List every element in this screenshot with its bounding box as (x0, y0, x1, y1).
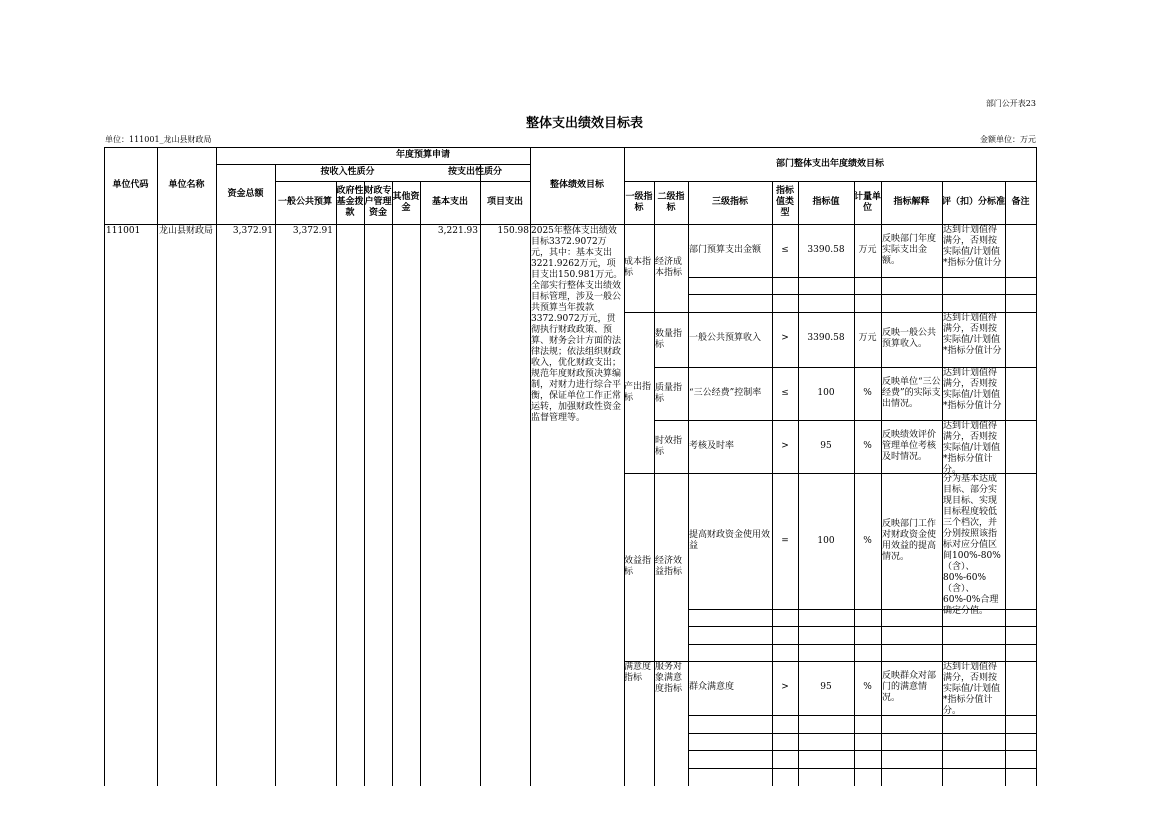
indicator-type: ≤ (781, 245, 789, 255)
grid-line-vertical (392, 181, 393, 786)
header-by-expense: 按支出性质分 (447, 167, 502, 177)
indicator-unit: % (863, 682, 872, 692)
header-value: 指标值 (812, 197, 840, 207)
indicator-scoring: 分为基本达成目标、部分实现目标、实现目标程度较低三个档次，并分别按照该指标对应分值区间100%-80%（含）、80%-60%（含）、60%-0%合理确定分值。 (943, 474, 1001, 616)
indicator-explanation: 反映部门年度实际支出金额。 (882, 234, 937, 266)
header-other-funds: 其他资金 (392, 191, 420, 213)
group-satisfaction: 满意度指标 (624, 662, 652, 683)
indicator-scoring: 达到计划值得满分，否则按实际值/计划值*指标分值计分 (943, 368, 1002, 411)
indicator-unit: 万元 (858, 333, 877, 343)
amount-unit-label: 金额单位：万元 (980, 135, 1036, 144)
form-number: 部门公开表23 (985, 99, 1036, 108)
group-timeliness: 时效指标 (655, 435, 683, 457)
header-remark: 备注 (1011, 197, 1030, 207)
indicator-name: 群众满意度 (689, 682, 735, 692)
cell-total-funds: 3,372.91 (232, 226, 273, 236)
grid-line-vertical (1005, 181, 1006, 786)
group-quality: 质量指标 (655, 382, 683, 404)
grid-line-vertical (275, 164, 276, 786)
header-basic-exp: 基本支出 (431, 197, 468, 207)
indicator-unit: 万元 (858, 245, 877, 255)
grid-line-vertical (1036, 147, 1037, 786)
header-total-funds: 资金总额 (227, 188, 264, 199)
grid-line-vertical (216, 147, 217, 786)
group-output: 产出指标 (624, 381, 652, 403)
grid-line-vertical (364, 181, 365, 786)
grid-line-horizontal (688, 626, 1036, 627)
indicator-value: 3390.58 (807, 245, 845, 255)
group-quantity: 数量指标 (655, 328, 683, 350)
grid-line-horizontal (688, 768, 1036, 769)
indicator-value: 100 (817, 535, 835, 546)
indicator-name: “三公经费”控制率 (689, 388, 762, 398)
indicator-name: 考核及时率 (689, 441, 735, 451)
group-econ-benefit: 经济效益指标 (655, 556, 683, 577)
header-gov-fund: 政府性基金拨款 (336, 186, 364, 218)
header-level1: 一级指标 (625, 191, 653, 213)
cell-basic-exp: 3,221.93 (437, 226, 478, 236)
header-explanation: 指标解释 (893, 197, 930, 207)
grid-line-vertical (420, 181, 421, 786)
grid-line-horizontal (688, 750, 1036, 751)
page-title: 整体支出绩效目标表 (525, 116, 643, 131)
header-general-budget: 一般公共预算 (277, 197, 332, 207)
header-scoring: 评（扣）分标准 (942, 197, 1006, 207)
cell-overall-goal: 2025年整体支出绩效目标3372.9072万元，其中：基本支出3221.9262万元，项目支出150.981万元。全部实行整体支出绩效目标管理，涉及一般公共预算当年拨款3372.9072万元，贯彻执行财政政策、预算、财务会计方面的法律法规；依法组织财政收入，优化财政支出；规范年度财政预决算编制，对财力进行综合平衡，保证单位工作正常运转，加强财政性资金监督管理等。 (531, 226, 623, 423)
indicator-unit: % (863, 441, 872, 451)
grid-line-vertical (157, 147, 158, 786)
header-unit-code: 单位代码 (112, 180, 149, 190)
grid-line-vertical (104, 147, 105, 786)
indicator-type: ≤ (781, 388, 789, 398)
indicator-explanation: 反映绩效评价管理单位考核及时情况。 (882, 430, 937, 462)
indicator-value: 3390.58 (807, 333, 845, 343)
cell-unit-code: 111001 (106, 226, 141, 236)
indicator-scoring: 达到计划值得满分，否则按实际值/计划值*指标分值计分。 (943, 662, 1001, 716)
indicator-name: 提高财政资金使用效益 (689, 530, 771, 551)
indicator-scoring: 达到计划值得满分，否则按实际值/计划值*指标分值计分。 (943, 421, 1001, 475)
group-benefit: 效益指标 (624, 556, 652, 577)
header-value-type: 指标值类型 (775, 186, 794, 218)
header-level2: 二级指标 (657, 191, 685, 213)
header-special-fund: 财政专户管理资金 (364, 186, 392, 218)
grid-line-horizontal (688, 733, 1036, 734)
header-dept-goals: 部门整体支出年度绩效目标 (775, 158, 884, 169)
grid-line-horizontal (688, 715, 1036, 716)
header-measure-unit: 计量单位 (854, 191, 882, 213)
header-by-income: 按收入性质分 (320, 167, 375, 177)
indicator-scoring: 达到计划值得满分，否则按实际值/计划值*指标分值计分 (943, 313, 1002, 356)
group-econ-cost: 经济成本指标 (655, 257, 683, 278)
indicator-type: > (781, 333, 789, 343)
header-project-exp: 项目支出 (486, 197, 523, 207)
indicator-unit: % (863, 388, 872, 398)
header-annual-budget: 年度预算申请 (395, 150, 450, 160)
performance-table (104, 147, 1036, 786)
indicator-explanation: 反映单位“三公经费”的实际支出情况。 (882, 377, 941, 409)
indicator-value: 100 (817, 388, 835, 398)
header-overall-goal: 整体绩效目标 (549, 180, 604, 190)
grid-line-vertical (480, 164, 481, 786)
unit-label: 单位：111001_龙山县财政局 (105, 135, 212, 144)
group-cost: 成本指标 (624, 257, 652, 278)
header-level3: 三级指标 (711, 197, 748, 207)
indicator-name: 一般公共预算收入 (689, 333, 762, 343)
indicator-name: 部门预算支出金额 (689, 245, 762, 255)
cell-general-budget: 3,372.91 (292, 226, 333, 236)
indicator-value: 95 (820, 441, 832, 451)
grid-line-vertical (336, 181, 337, 786)
indicator-unit: % (863, 535, 872, 546)
grid-line-horizontal (688, 644, 1036, 645)
indicator-explanation: 反映部门工作对财政资金使用效益的提高情况。 (882, 519, 937, 562)
header-unit-name: 单位名称 (168, 180, 205, 190)
indicator-value: 95 (820, 682, 832, 692)
group-service: 服务对象满意度指标 (655, 662, 683, 694)
indicator-type: > (781, 682, 789, 692)
cell-unit-name: 龙山县财政局 (159, 226, 214, 236)
indicator-type: = (781, 535, 789, 546)
indicator-explanation: 反映群众对部门的满意情况。 (882, 671, 937, 703)
indicator-scoring: 达到计划值得满分，否则按实际值/计划值*指标分值计分 (943, 225, 1002, 268)
indicator-explanation: 反映一般公共预算收入。 (882, 327, 937, 349)
grid-line-horizontal (688, 294, 1036, 295)
cell-project-exp: 150.98 (497, 226, 529, 236)
indicator-type: > (781, 441, 789, 451)
